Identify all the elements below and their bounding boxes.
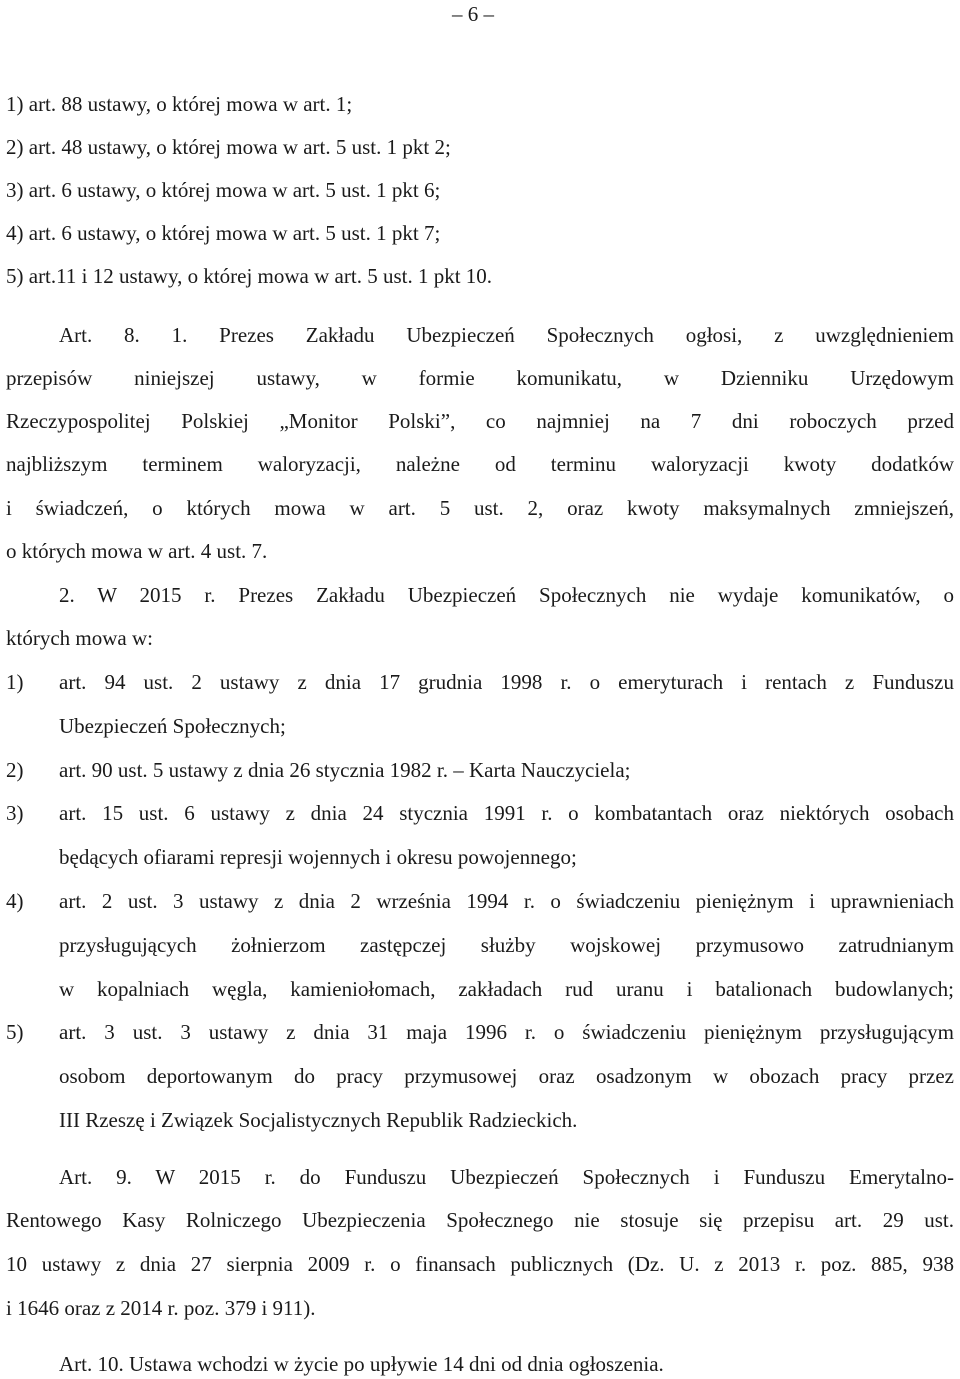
article-8-line: Art. 8. 1. Prezes Zakładu Ubezpieczeń Społecznych ogłosi, z uwzględnieniem: [59, 323, 954, 347]
list-item: 4) art. 6 ustawy, o której mowa w art. 5 ust. 1 pkt 7;: [6, 221, 441, 245]
item-number: 1): [6, 670, 24, 694]
item-number: 4): [6, 889, 24, 913]
article-9-line: Rentowego Kasy Rolniczego Ubezpieczenia Społecznego nie stosuje się przepisu art. 29 ust.: [6, 1208, 954, 1232]
article-8-line: Rzeczypospolitej Polskiej „Monitor Polski”, co najmniej na 7 dni roboczych przed: [6, 409, 954, 433]
item-line: Ubezpieczeń Społecznych;: [59, 714, 286, 738]
article-9-line: 10 ustawy z dnia 27 sierpnia 2009 r. o finansach publicznych (Dz. U. z 2013 r. poz. 885, 938: [6, 1252, 954, 1276]
item-line: art. 3 ust. 3 ustawy z dnia 31 maja 1996 r. o świadczeniu pieniężnym przysługującym: [59, 1020, 954, 1044]
article-8-line: i świadczeń, o których mowa w art. 5 ust. 2, oraz kwoty maksymalnych zmniejszeń,: [6, 496, 954, 520]
article-8-line: przepisów niniejszej ustawy, w formie komunikatu, w Dzienniku Urzędowym: [6, 366, 954, 390]
item-number: 5): [6, 1020, 24, 1044]
item-line: osobom deportowanym do pracy przymusowej oraz osadzonym w obozach pracy przez: [59, 1064, 954, 1088]
article-8-par2-line: których mowa w:: [6, 626, 153, 650]
page-number: – 6 –: [452, 2, 494, 26]
article-8-par2-line: 2. W 2015 r. Prezes Zakładu Ubezpieczeń Społecznych nie wydaje komunikatów, o: [59, 583, 954, 607]
item-line: art. 94 ust. 2 ustawy z dnia 17 grudnia 1998 r. o emeryturach i rentach z Funduszu: [59, 670, 954, 694]
item-line: w kopalniach węgla, kamieniołomach, zakładach rud uranu i batalionach budowlanych;: [59, 977, 954, 1001]
item-line: będących ofiarami represji wojennych i okresu powojennego;: [59, 845, 577, 869]
item-line: art. 15 ust. 6 ustawy z dnia 24 stycznia 1991 r. o kombatantach oraz niektórych osobach: [59, 801, 954, 825]
item-number: 2): [6, 758, 24, 782]
item-number: 3): [6, 801, 24, 825]
list-item: 2) art. 48 ustawy, o której mowa w art. 5 ust. 1 pkt 2;: [6, 135, 451, 159]
item-line: przysługujących żołnierzom zastępczej służby wojskowej przymusowo zatrudnianym: [59, 933, 954, 957]
article-8-line: o których mowa w art. 4 ust. 7.: [6, 539, 268, 563]
list-item: 1) art. 88 ustawy, o której mowa w art. 1;: [6, 92, 353, 116]
item-line: art. 2 ust. 3 ustawy z dnia 2 września 1994 r. o świadczeniu pieniężnym i uprawnieniach: [59, 889, 954, 913]
list-item: 3) art. 6 ustawy, o której mowa w art. 5 ust. 1 pkt 6;: [6, 178, 441, 202]
item-line: III Rzeszę i Związek Socjalistycznych Republik Radzieckich.: [59, 1108, 578, 1132]
article-10: Art. 10. Ustawa wchodzi w życie po upływie 14 dni od dnia ogłoszenia.: [59, 1352, 664, 1376]
article-9-line: i 1646 oraz z 2014 r. poz. 379 i 911).: [6, 1296, 316, 1320]
article-9-line: Art. 9. W 2015 r. do Funduszu Ubezpieczeń Społecznych i Funduszu Emerytalno-: [59, 1165, 954, 1189]
list-item: 5) art.11 i 12 ustawy, o której mowa w art. 5 ust. 1 pkt 10.: [6, 264, 493, 288]
item-line: art. 90 ust. 5 ustawy z dnia 26 stycznia 1982 r. – Karta Nauczyciela;: [59, 758, 631, 782]
article-8-line: najbliższym terminem waloryzacji, należne od terminu waloryzacji kwoty dodatków: [6, 452, 954, 476]
